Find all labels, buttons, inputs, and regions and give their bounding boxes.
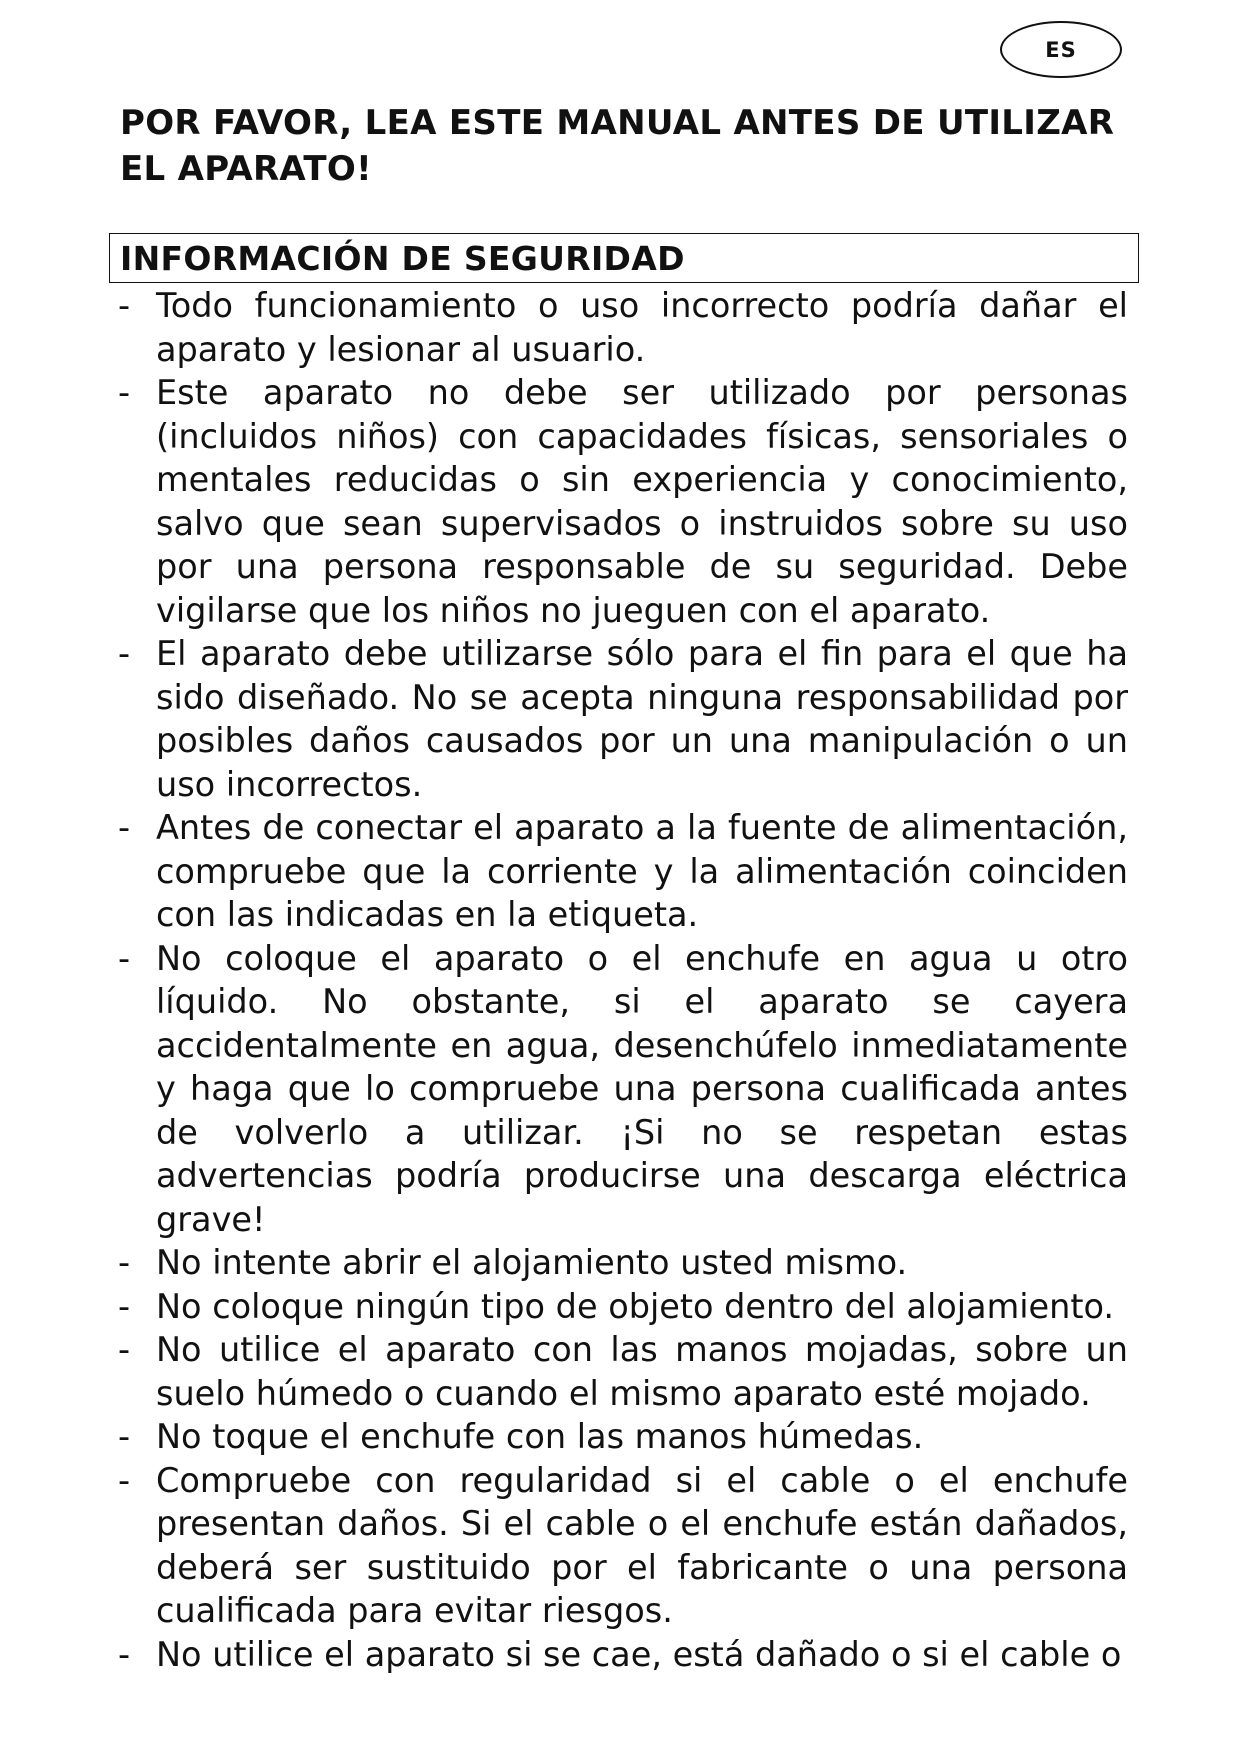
list-item [118, 1328, 1128, 1415]
list-item [118, 284, 1128, 371]
bullet-dash: - [118, 1330, 131, 1369]
list-item [118, 1241, 1128, 1285]
list-item-text: Todo funcionamiento o uso incorrecto podría dañar el aparato y lesionar al usuario. [156, 286, 1128, 369]
list-item [118, 632, 1128, 806]
bullet-dash: - [118, 1460, 131, 1500]
list-item [118, 1459, 1128, 1633]
bullet-dash: - [118, 1634, 131, 1674]
list-item-text: No toque el enchufe con las manos húmedas. [156, 1417, 924, 1456]
list-item-text: No utilice el aparato si se cae, está dañado o si el cable o [156, 1634, 1122, 1674]
bullet-dash: - [118, 1243, 131, 1282]
bullet-dash: - [118, 808, 131, 847]
list-item-text: No coloque ningún tipo de objeto dentro del alojamiento. [156, 1286, 1115, 1326]
list-item [118, 937, 1128, 1242]
list-item [118, 371, 1128, 632]
bullet-dash: - [118, 286, 131, 325]
list-item-text: No intente abrir el alojamiento usted mismo. [156, 1243, 908, 1282]
list-item-text: Antes de conectar el aparato a la fuente de alimentación, compruebe que la corriente y la alimentación coinciden con las indicadas en la etiqueta. [156, 808, 1128, 934]
list-item-text: No coloque el aparato o el enchufe en agua u otro líquido. No obstante, si el aparato se cayera accidentalmente en agua, desenchúfelo inmediatamente y haga que lo compruebe una persona cualificada antes de volverlo a utilizar. ¡Si no se respetan estas advertencias podría producirse una descarga eléctrica grave! [156, 938, 1128, 1239]
bullet-dash: - [118, 1417, 131, 1456]
list-item [118, 806, 1128, 937]
safety-list [118, 284, 1128, 1676]
list-item-text: Este aparato no debe ser utilizado por personas (incluidos niños) con capacidades físicas, sensoriales o mentales reducidas o sin experiencia y conocimiento, salvo que sean supervisados o instruidos sobre su uso por una persona responsable de su seguridad. Debe vigilarse que los niños no jueguen con el aparato. [156, 373, 1128, 630]
language-badge: ES [1000, 21, 1122, 78]
list-item-text: El aparato debe utilizarse sólo para el fin para el que ha sido diseñado. No se acepta ninguna responsabilidad por posibles daños causados por un una manipulación o un uso incorrectos. [156, 634, 1128, 804]
list-item-text: No utilice el aparato con las manos mojadas, sobre un suelo húmedo o cuando el mismo aparato esté mojado. [156, 1330, 1128, 1413]
page-title: POR FAVOR, LEA ESTE MANUAL ANTES DE UTILIZAR EL APARATO! [120, 103, 1115, 189]
list-item [118, 1633, 1128, 1677]
list-item [118, 1285, 1128, 1329]
section-heading: INFORMACIÓN DE SEGURIDAD [109, 233, 1139, 283]
list-item-text: Compruebe con regularidad si el cable o el enchufe presentan daños. Si el cable o el enchufe están dañados, deberá ser sustituido por el fabricante o una persona cualificada para evitar riesgos. [156, 1460, 1128, 1630]
bullet-dash: - [118, 373, 131, 412]
bullet-dash: - [118, 938, 131, 978]
list-item [118, 1415, 1128, 1459]
bullet-dash: - [118, 634, 131, 673]
bullet-dash: - [118, 1286, 131, 1326]
